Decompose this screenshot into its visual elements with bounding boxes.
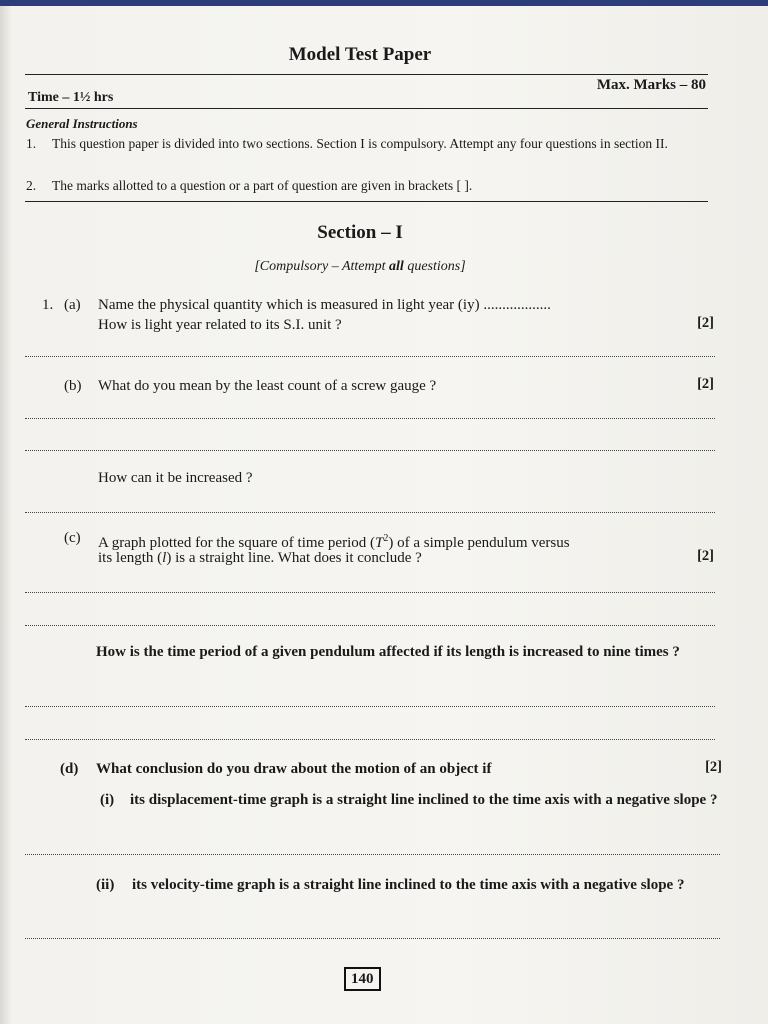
instruction-number: 1. bbox=[26, 136, 37, 151]
answer-line bbox=[25, 512, 715, 513]
instructions-heading: General Instructions bbox=[26, 116, 138, 131]
part-d-label: (d) bbox=[60, 761, 79, 777]
part-d-ii-label: (ii) bbox=[96, 877, 115, 893]
answer-line bbox=[25, 450, 715, 451]
part-d-i-text: its displacement-time graph is a straight line inclined to the time axis with a negative slope ? bbox=[130, 792, 718, 808]
part-b-text: What do you mean by the least count of a screw gauge ? bbox=[98, 378, 437, 394]
instruction-text: This question paper is divided into two sections. Section I is compulsory. Attempt any four questions in section II. bbox=[52, 136, 668, 151]
header-top-rule bbox=[25, 74, 708, 75]
instruction-text: The marks allotted to a question or a part of question are given in brackets [ ]. bbox=[52, 178, 473, 193]
answer-line bbox=[25, 938, 720, 939]
max-marks: Max. Marks – 80 bbox=[596, 77, 706, 93]
part-d-marks: [2] bbox=[705, 759, 722, 775]
answer-line bbox=[25, 418, 715, 419]
answer-line bbox=[25, 592, 715, 593]
answer-line bbox=[25, 356, 715, 357]
part-c-line1: A graph plotted for the square of time period $(T^2)$ of a simple pendulum versus bbox=[98, 533, 570, 551]
instruction-item-2 bbox=[26, 176, 716, 195]
part-c-line2: its length (l) is a straight line. What does it conclude ? bbox=[98, 550, 422, 566]
answer-line bbox=[25, 739, 715, 740]
part-b-label: (b) bbox=[64, 378, 82, 394]
question-number: 1. bbox=[42, 297, 54, 313]
part-a-label: (a) bbox=[64, 297, 81, 313]
part-a-marks: [2] bbox=[697, 315, 714, 331]
part-a-line2: How is light year related to its S.I. unit ? bbox=[98, 317, 342, 333]
page-number: 140 bbox=[344, 967, 381, 991]
top-edge-strip bbox=[0, 0, 768, 6]
answer-line bbox=[25, 706, 715, 707]
part-c-label: (c) bbox=[64, 530, 81, 546]
paper-title: Model Test Paper bbox=[288, 44, 432, 65]
section-subtitle: [Compulsory – Attempt all questions] bbox=[254, 259, 466, 274]
instruction-item-1 bbox=[26, 134, 716, 153]
instruction-number: 2. bbox=[26, 178, 37, 193]
part-d-ii-text: its velocity-time graph is a straight line inclined to the time axis with a negative slope ? bbox=[132, 877, 685, 893]
header-bottom-rule bbox=[25, 108, 708, 109]
part-b-followup: How can it be increased ? bbox=[98, 470, 253, 486]
time-allowed: Time – 1½ hrs bbox=[28, 90, 114, 105]
part-c-followup: How is the time period of a given pendulum affected if its length is increased to nine times ? bbox=[96, 644, 680, 660]
part-a-line1: Name the physical quantity which is measured in light year (iy) .................. bbox=[98, 297, 551, 313]
section-title: Section – I bbox=[317, 222, 403, 243]
answer-line bbox=[25, 625, 715, 626]
part-c-marks: [2] bbox=[697, 548, 714, 564]
part-d-i-label: (i) bbox=[100, 792, 115, 808]
part-d-text: What conclusion do you draw about the motion of an object if bbox=[96, 761, 492, 777]
part-b-marks: [2] bbox=[697, 376, 714, 392]
instructions-bottom-rule bbox=[25, 201, 708, 202]
answer-line bbox=[25, 854, 720, 855]
